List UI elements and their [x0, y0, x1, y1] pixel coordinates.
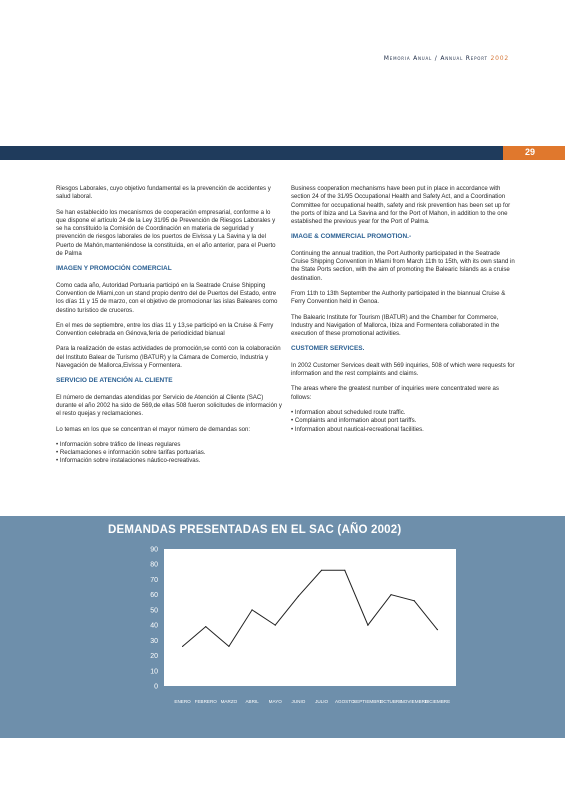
line-chart	[0, 516, 565, 738]
x-tick-label: JUNIO	[291, 699, 306, 704]
paragraph: In 2002 Customer Services dealt with 569 inquiries, 508 of which were requests for information and the rest complaints and claims.	[291, 361, 515, 378]
chart-panel	[0, 516, 565, 738]
y-tick-label: 50	[150, 607, 158, 615]
page-number: 29	[524, 147, 535, 157]
bullet-item: • Información sobre tráfico de líneas regulares	[56, 441, 282, 449]
data-point	[321, 570, 322, 571]
y-tick-label: 20	[150, 653, 158, 661]
data-point	[367, 625, 368, 626]
y-tick-label: 0	[154, 683, 158, 691]
bullet-list	[291, 409, 517, 434]
y-tick-label: 90	[150, 546, 158, 554]
y-tick-label: 10	[150, 668, 158, 676]
paragraph: El número de demandas atendidas por Servicio de Atención al Cliente (SAC) durante el año 2002 ha sido de 569,de ellas 508 fueron solicitudes de información y el resto quejas y reclamaciones.	[56, 393, 282, 418]
bullet-item: • Information about nautical-recreational facilities.	[291, 426, 517, 434]
report-header	[384, 55, 509, 62]
y-tick-label: 80	[150, 561, 158, 569]
x-tick-label: OCTUBRE	[379, 699, 403, 704]
data-point	[414, 600, 415, 601]
paragraph: Lo temas en los que se concentran el mayor número de demandas son:	[56, 425, 251, 433]
paragraph: The Balearic Institute for Tourism (IBATUR) and the Chamber for Commerce, Industry and Navigation of Mallorca, Ibiza and Formentera collaborated in the execution of these promotional activities.	[291, 313, 500, 338]
data-point	[390, 594, 391, 595]
paragraph: Como cada año, Autoridad Portuaria participó en la Seatrade Cruise Shipping Convention de Miami,con un stand propio dentro del de Puertos del Estado, entre los días 11 y 15 de marzo, con el objetivo de promocionar las islas Baleares como destino turístico de cruceros.	[56, 281, 278, 314]
x-tick-label: NOVIEMBRE	[400, 699, 429, 704]
data-point	[344, 570, 345, 571]
bullet-item: • Reclamaciones e información sobre tarifas portuarias.	[56, 449, 282, 457]
paragraph: Business cooperation mechanisms have been put in place in accordance with section 24 of the 31/95 Occupational Health and Safety Act, and a Coordination Committee for occupational health, safety and risk prevention has been set up for the ports of Ibiza and La Savina and for the Port of Mahon, in addition to the one established the previous year for the Port of Palma.	[291, 185, 511, 226]
paragraph: Continuing the annual tradition, the Port Authority participated in the Seatrade Cruise Shipping Convention in Miami from March 11th to 15th, with its own stand in the State Ports section, with the aim of promoting the Balearic Islands as a cruise destination.	[291, 249, 515, 282]
x-tick-label: MARZO	[220, 699, 238, 704]
data-point	[228, 646, 229, 647]
data-point	[275, 625, 276, 626]
header-band	[0, 146, 565, 160]
x-tick-label: ABRIL	[245, 699, 259, 704]
data-point	[251, 609, 252, 610]
paragraph: Riesgos Laborales, cuyo objetivo fundamental es la prevención de accidentes y salud laboral.	[56, 185, 271, 201]
bullet-item: • Información sobre instalaciones náutico-recreativas.	[56, 457, 282, 465]
chart-title: DEMANDAS PRESENTADAS EN EL SAC (AÑO 2002)	[108, 524, 402, 536]
x-tick-label: MAYO	[268, 699, 282, 704]
paragraph: En el mes de septiembre, entre los días 11 y 13,se participó en la Cruise & Ferry Convention celebrada en Génova,feria de periodicidad bianual	[56, 321, 274, 338]
data-point	[182, 646, 183, 647]
bullet-item: • Information about scheduled route traffic.	[291, 409, 517, 417]
y-tick-label: 60	[150, 592, 158, 600]
data-point	[437, 629, 438, 630]
bullet-list	[56, 441, 282, 466]
paragraph: Para la realización de estas actividades de promoción,se contó con la colaboración del Instituto Balear de Turismo (IBATUR) y la Cámara de Comercio, Industria y Navegación de Mallorca,Eivissa y Formentera.	[56, 345, 281, 370]
x-tick-label: SEPTIEMBRE	[353, 699, 383, 704]
paragraph: From 11th to 13th September the Authority participated in the biannual Cruise & Ferry Convention held in Genoa.	[291, 289, 506, 306]
section-heading: IMAGEN Y PROMOCIÓN COMERCIAL	[56, 265, 172, 273]
x-tick-label: DICIEMBRE	[424, 699, 451, 704]
paragraph: The areas where the greatest number of inquiries were concentrated were as follows:	[291, 385, 499, 401]
section-heading: IMAGE & COMMERCIAL PROMOTION.-	[291, 233, 412, 241]
section-heading: SERVICIO DE ATENCIÓN AL CLIENTE	[56, 377, 173, 385]
english-column	[291, 185, 517, 434]
paragraph: Se han establecido los mecanismos de cooperación empresarial, conforme a lo que dispone el artículo 24 de la Ley 31/95 de Prevención de Riesgos Laborales y se ha constituido la Comisión de Coordinación en materia de seguridad y prevención de riesgos laborales de los puertos de Eivissa y La Savina y la del Puerto de Mahón,manteniéndose la constituida, en el año anterior, para el Puerto de Palma	[56, 208, 276, 258]
bullet-item: • Complaints and information about port tariffs.	[291, 417, 517, 425]
data-point	[205, 626, 206, 627]
plot-area	[164, 549, 456, 686]
report-year: 2002	[490, 55, 509, 62]
x-tick-label: JULIO	[315, 699, 329, 704]
x-tick-label: AGOSTO	[334, 699, 355, 704]
spanish-column	[56, 185, 282, 466]
report-title: Memoria Anual / Annual Report	[383, 55, 488, 62]
y-tick-label: 70	[150, 576, 158, 584]
x-tick-label: FEBRERO	[194, 699, 217, 704]
data-point	[298, 596, 299, 597]
y-tick-label: 40	[150, 622, 158, 630]
section-heading: CUSTOMER SERVICES.	[291, 345, 365, 353]
y-tick-label: 30	[150, 637, 158, 645]
x-tick-label: ENERO	[174, 699, 191, 704]
